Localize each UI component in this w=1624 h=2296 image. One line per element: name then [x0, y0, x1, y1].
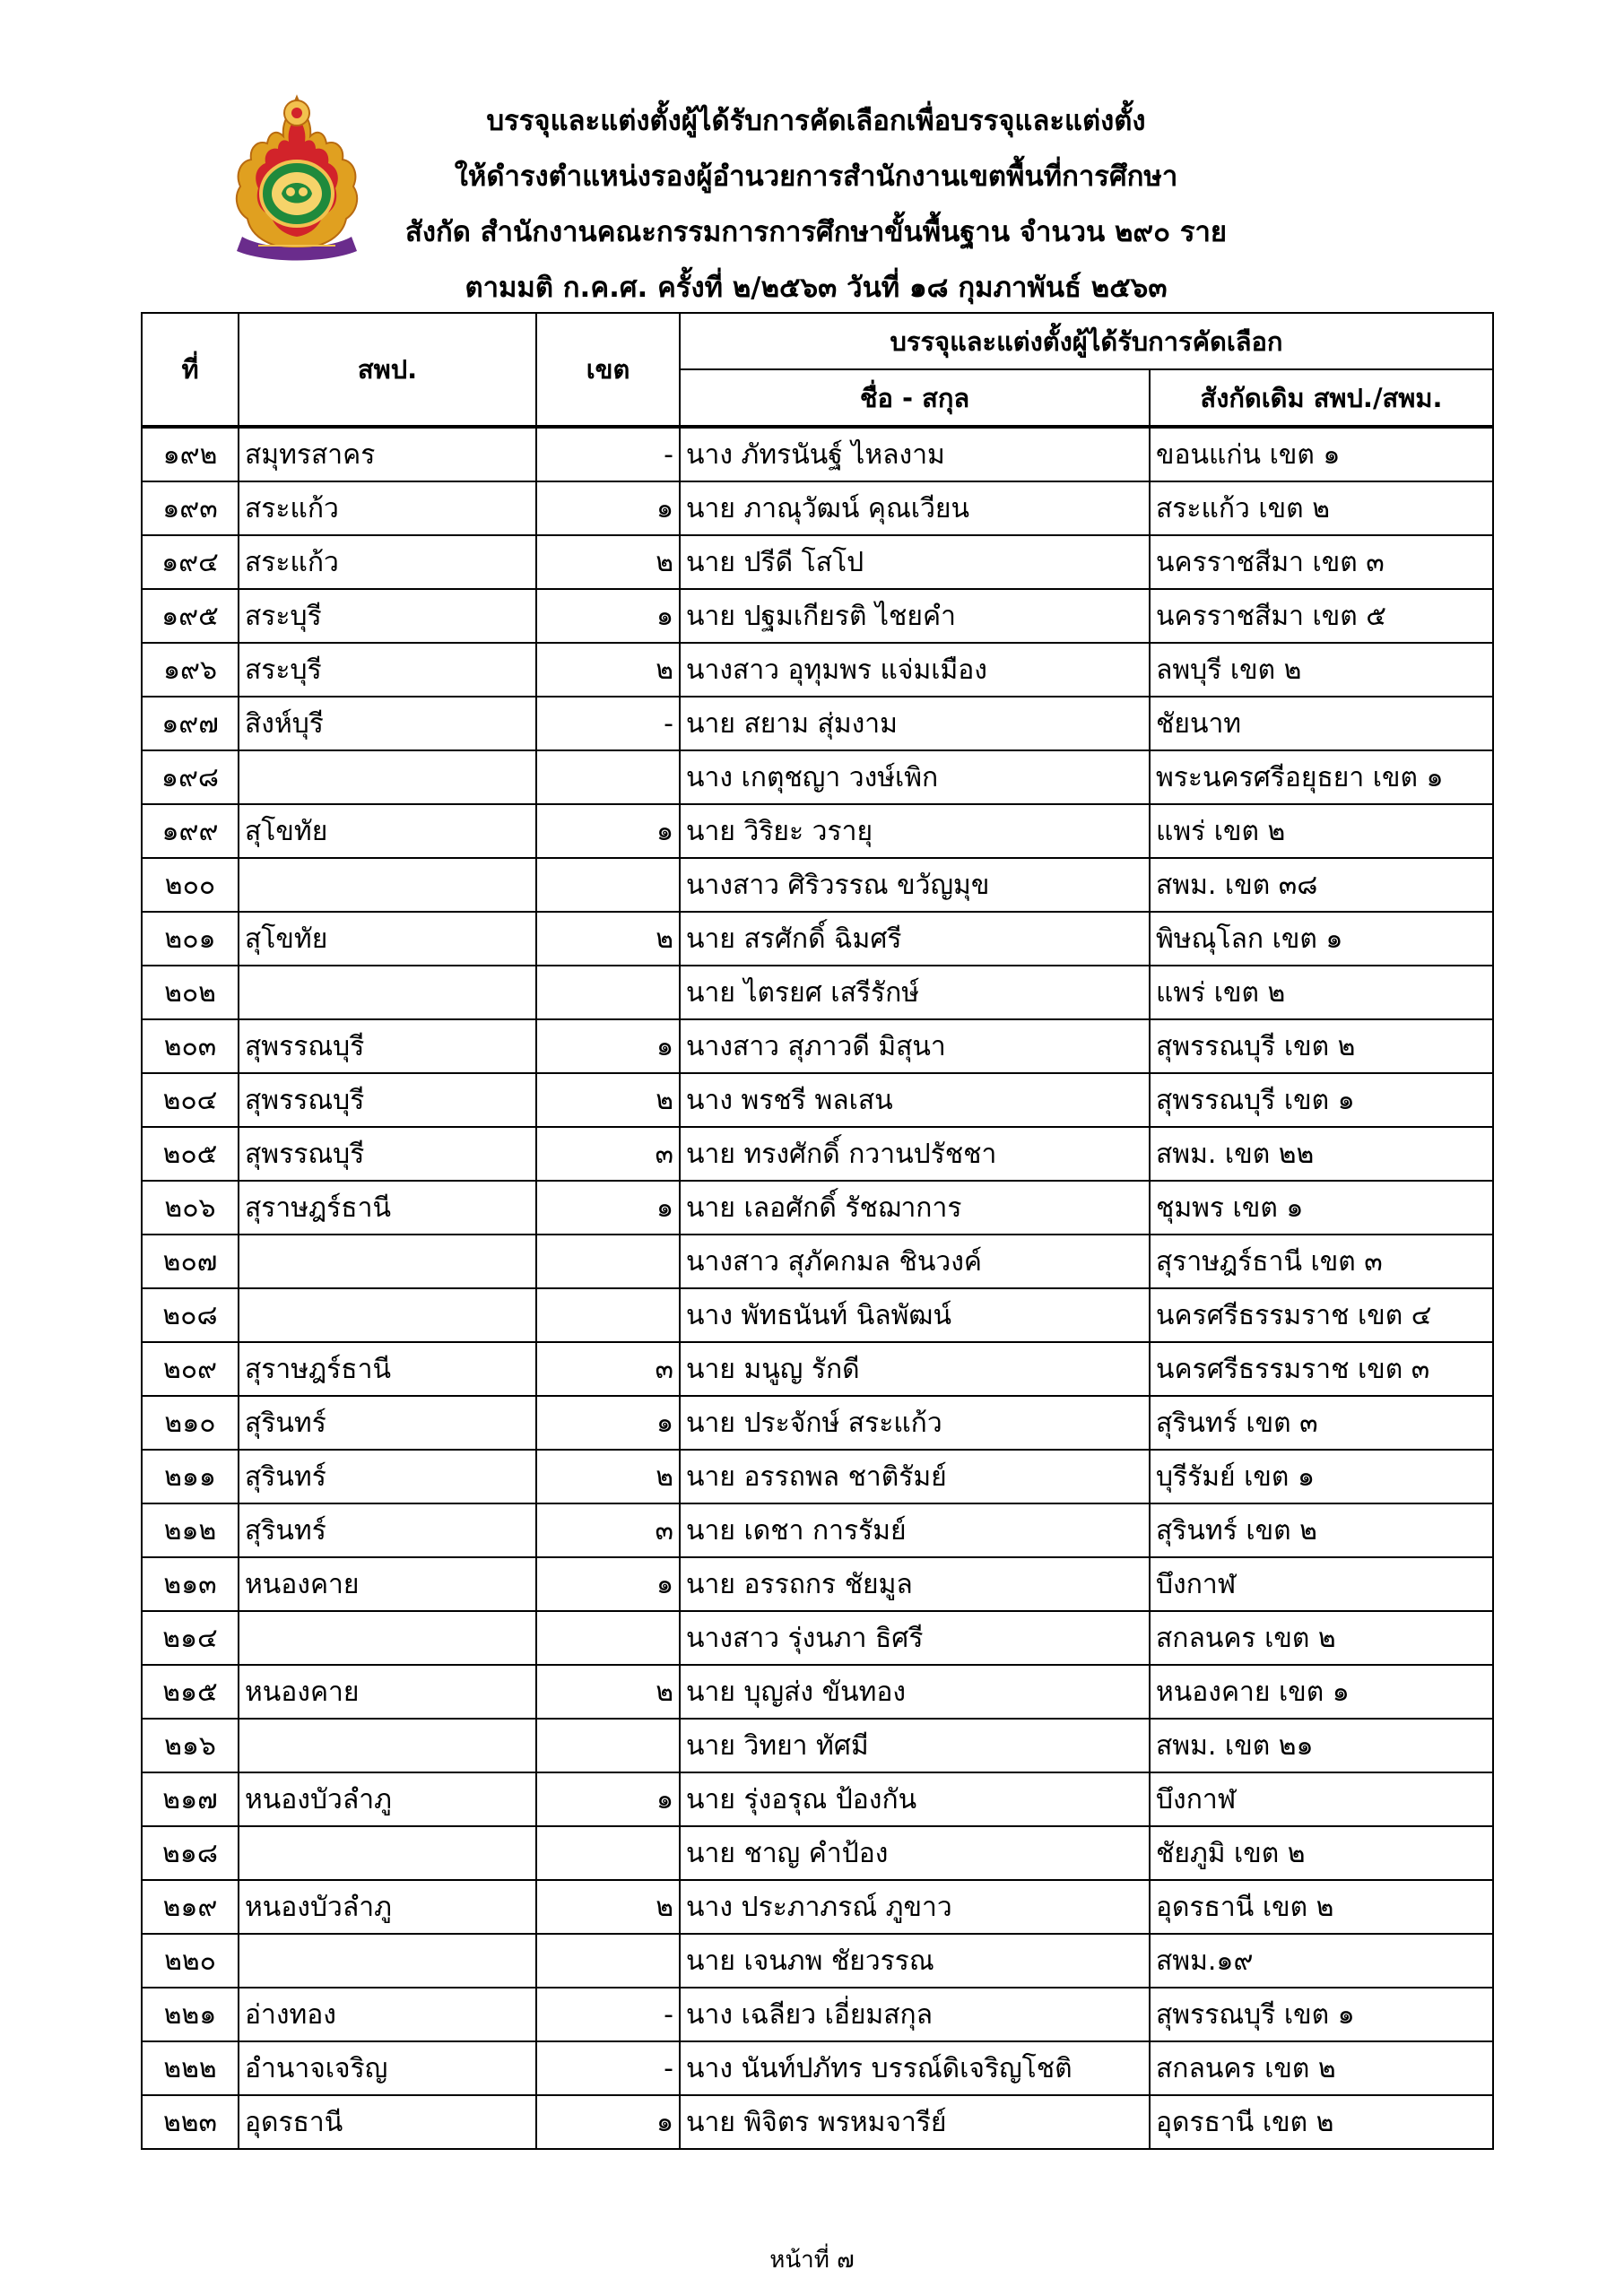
- cell-zone: ๒: [536, 535, 680, 589]
- cell-no: ๒๑๒: [142, 1503, 239, 1557]
- cell-no: ๒๐๓: [142, 1019, 239, 1073]
- col-header-no: ที่: [142, 313, 239, 427]
- cell-area: สระแก้ว: [239, 481, 536, 535]
- cell-name: นาย ชาญ คำป้อง: [680, 1826, 1150, 1880]
- cell-origin: ลพบุรี เขต ๒: [1150, 643, 1493, 697]
- col-header-area: สพป.: [239, 313, 536, 427]
- cell-origin: อุดรธานี เขต ๒: [1150, 1880, 1493, 1934]
- cell-name: นาง ประภาภรณ์ ภูขาว: [680, 1880, 1150, 1934]
- cell-area: [239, 1235, 536, 1288]
- header-line-3: สังกัด สำนักงานคณะกรรมการการศึกษาขั้นพื้นฐาน จำนวน ๒๙๐ ราย: [404, 216, 1228, 248]
- cell-origin: ชุมพร เขต ๑: [1150, 1181, 1493, 1235]
- cell-name: นาย ภาณุวัฒน์ คุณเวียน: [680, 481, 1150, 535]
- cell-area: [239, 1934, 536, 1988]
- cell-no: ๒๑๘: [142, 1826, 239, 1880]
- cell-area: หนองคาย: [239, 1557, 536, 1611]
- cell-name: นาย ทรงศักดิ์ กวานปรัชชา: [680, 1127, 1150, 1181]
- cell-area: หนองบัวลำภู: [239, 1880, 536, 1934]
- cell-no: ๒๑๙: [142, 1880, 239, 1934]
- col-header-group: บรรจุและแต่งตั้งผู้ได้รับการคัดเลือก: [680, 313, 1493, 369]
- cell-name: นางสาว สุภาวดี มิสุนา: [680, 1019, 1150, 1073]
- cell-origin: แพร่ เขต ๒: [1150, 966, 1493, 1019]
- cell-origin: บุรีรัมย์ เขต ๑: [1150, 1450, 1493, 1503]
- cell-zone: [536, 1826, 680, 1880]
- cell-name: นางสาว ศิริวรรณ ขวัญมุข: [680, 858, 1150, 912]
- cell-no: ๑๙๓: [142, 481, 239, 535]
- cell-origin: สุรินทร์ เขต ๒: [1150, 1503, 1493, 1557]
- table-row: [142, 1988, 1493, 2041]
- cell-origin: หนองคาย เขต ๑: [1150, 1665, 1493, 1719]
- table-row: [142, 643, 1493, 697]
- table-row: [142, 1181, 1493, 1235]
- cell-area: สุโขทัย: [239, 804, 536, 858]
- cell-area: [239, 1719, 536, 1772]
- cell-origin: บึงกาฬ: [1150, 1772, 1493, 1826]
- cell-zone: ๑: [536, 2095, 680, 2149]
- cell-origin: สุพรรณบุรี เขต ๑: [1150, 1073, 1493, 1127]
- cell-name: นาย พิจิตร พรหมจารีย์: [680, 2095, 1150, 2149]
- table-row: [142, 1288, 1493, 1342]
- cell-name: นาย วิริยะ วรายุ: [680, 804, 1150, 858]
- obec-emblem: [231, 93, 362, 264]
- cell-area: หนองบัวลำภู: [239, 1772, 536, 1826]
- header-line-4: ตามมติ ก.ค.ศ. ครั้งที่ ๒/๒๕๖๓ วันที่ ๑๘ กุมภาพันธ์ ๒๕๖๓: [465, 272, 1168, 304]
- header-line-2: ให้ดำรงตำแหน่งรองผู้อำนวยการสำนักงานเขตพื้นที่การศึกษา: [454, 160, 1178, 193]
- table-row: [142, 1665, 1493, 1719]
- cell-no: ๒๒๓: [142, 2095, 239, 2149]
- cell-name: นาย เจนภพ ชัยวรรณ: [680, 1934, 1150, 1988]
- cell-name: นาย เดชา การรัมย์: [680, 1503, 1150, 1557]
- cell-zone: [536, 858, 680, 912]
- cell-zone: ๒: [536, 1880, 680, 1934]
- table-row: [142, 1772, 1493, 1826]
- cell-area: [239, 1611, 536, 1665]
- cell-no: ๑๙๙: [142, 804, 239, 858]
- cell-no: ๒๒๑: [142, 1988, 239, 2041]
- table-row: [142, 1880, 1493, 1934]
- cell-area: [239, 1826, 536, 1880]
- table-row: [142, 535, 1493, 589]
- header-line-1: บรรจุและแต่งตั้งผู้ได้รับการคัดเลือกเพื่อบรรจุและแต่งตั้ง: [486, 105, 1146, 137]
- cell-area: สิงห์บุรี: [239, 697, 536, 750]
- cell-zone: ๓: [536, 1503, 680, 1557]
- cell-origin: นครศรีธรรมราช เขต ๔: [1150, 1288, 1493, 1342]
- cell-no: ๒๑๗: [142, 1772, 239, 1826]
- cell-no: ๒๑๑: [142, 1450, 239, 1503]
- cell-area: [239, 750, 536, 804]
- cell-name: นาย ปรีดี โสโป: [680, 535, 1150, 589]
- cell-zone: -: [536, 427, 680, 481]
- cell-origin: นครราชสีมา เขต ๓: [1150, 535, 1493, 589]
- cell-no: ๒๐๘: [142, 1288, 239, 1342]
- cell-no: ๒๐๐: [142, 858, 239, 912]
- cell-name: นางสาว รุ่งนภา ธิศรี: [680, 1611, 1150, 1665]
- cell-area: สุราษฎร์ธานี: [239, 1181, 536, 1235]
- table-row: [142, 750, 1493, 804]
- table-row: [142, 697, 1493, 750]
- table-row: [142, 2095, 1493, 2149]
- cell-zone: -: [536, 2041, 680, 2095]
- cell-name: นาง พัทธนันท์ นิลพัฒน์: [680, 1288, 1150, 1342]
- cell-no: ๑๙๔: [142, 535, 239, 589]
- cell-name: นาง เฉลียว เอี่ยมสกุล: [680, 1988, 1150, 2041]
- cell-name: นาง ภัทรนันฐ์ ไหลงาม: [680, 427, 1150, 481]
- cell-zone: [536, 1719, 680, 1772]
- cell-name: นาย มนูญ รักดี: [680, 1342, 1150, 1396]
- cell-area: สุรินทร์: [239, 1396, 536, 1450]
- cell-no: ๑๙๕: [142, 589, 239, 643]
- table-row: [142, 589, 1493, 643]
- cell-area: สุรินทร์: [239, 1450, 536, 1503]
- cell-zone: ๒: [536, 1665, 680, 1719]
- table-row: [142, 1235, 1493, 1288]
- cell-origin: นครราชสีมา เขต ๕: [1150, 589, 1493, 643]
- table-row: [142, 2041, 1493, 2095]
- cell-name: นาย รุ่งอรุณ ป้องกัน: [680, 1772, 1150, 1826]
- cell-origin: สพม.๑๙: [1150, 1934, 1493, 1988]
- cell-origin: สกลนคร เขต ๒: [1150, 2041, 1493, 2095]
- cell-area: สระแก้ว: [239, 535, 536, 589]
- cell-zone: [536, 1611, 680, 1665]
- cell-no: ๑๙๘: [142, 750, 239, 804]
- table-row: [142, 1073, 1493, 1127]
- cell-no: ๒๒๒: [142, 2041, 239, 2095]
- cell-origin: นครศรีธรรมราช เขต ๓: [1150, 1342, 1493, 1396]
- cell-zone: -: [536, 1988, 680, 2041]
- table-row: [142, 1557, 1493, 1611]
- cell-area: สุพรรณบุรี: [239, 1073, 536, 1127]
- cell-name: นาย ไตรยศ เสรีรักษ์: [680, 966, 1150, 1019]
- table-row: [142, 481, 1493, 535]
- cell-zone: [536, 1235, 680, 1288]
- cell-zone: ๑: [536, 481, 680, 535]
- cell-no: ๒๐๕: [142, 1127, 239, 1181]
- cell-zone: ๑: [536, 804, 680, 858]
- cell-area: [239, 1288, 536, 1342]
- col-header-name: ชื่อ - สกุล: [680, 369, 1150, 427]
- cell-name: นาย วิทยา ทัศมี: [680, 1719, 1150, 1772]
- table-row: [142, 1934, 1493, 1988]
- cell-name: นาย สรศักดิ์ ฉิมศรี: [680, 912, 1150, 966]
- cell-name: นาย ประจักษ์ สระแก้ว: [680, 1396, 1150, 1450]
- cell-no: ๒๐๗: [142, 1235, 239, 1288]
- cell-area: หนองคาย: [239, 1665, 536, 1719]
- cell-area: สุราษฎร์ธานี: [239, 1342, 536, 1396]
- appointment-table: [141, 312, 1494, 2150]
- cell-origin: สุพรรณบุรี เขต ๑: [1150, 1988, 1493, 2041]
- table-row: [142, 1450, 1493, 1503]
- cell-no: ๒๑๕: [142, 1665, 239, 1719]
- cell-zone: ๒: [536, 643, 680, 697]
- cell-no: ๒๒๐: [142, 1934, 239, 1988]
- cell-no: ๑๙๒: [142, 427, 239, 481]
- cell-origin: สุราษฎร์ธานี เขต ๓: [1150, 1235, 1493, 1288]
- table-row: [142, 1342, 1493, 1396]
- cell-origin: พิษณุโลก เขต ๑: [1150, 912, 1493, 966]
- cell-zone: [536, 1288, 680, 1342]
- cell-area: [239, 966, 536, 1019]
- cell-area: [239, 858, 536, 912]
- cell-origin: แพร่ เขต ๒: [1150, 804, 1493, 858]
- cell-area: อุดรธานี: [239, 2095, 536, 2149]
- cell-name: นาย เลอศักดิ์ รัชฌาการ: [680, 1181, 1150, 1235]
- cell-origin: สพม. เขต ๒๑: [1150, 1719, 1493, 1772]
- cell-no: ๒๐๖: [142, 1181, 239, 1235]
- table-row: [142, 427, 1493, 481]
- cell-origin: สระแก้ว เขต ๒: [1150, 481, 1493, 535]
- cell-origin: สุรินทร์ เขต ๓: [1150, 1396, 1493, 1450]
- cell-origin: พระนครศรีอยุธยา เขต ๑: [1150, 750, 1493, 804]
- cell-zone: ๒: [536, 912, 680, 966]
- col-header-origin: สังกัดเดิม สพป./สพม.: [1150, 369, 1493, 427]
- cell-no: ๒๑๔: [142, 1611, 239, 1665]
- cell-no: ๒๑๖: [142, 1719, 239, 1772]
- document-header: [359, 93, 1273, 316]
- cell-no: ๒๐๔: [142, 1073, 239, 1127]
- page-number: หน้าที่ ๗: [769, 2247, 855, 2274]
- cell-area: สุรินทร์: [239, 1503, 536, 1557]
- cell-zone: [536, 750, 680, 804]
- table-row: [142, 966, 1493, 1019]
- cell-zone: ๒: [536, 1450, 680, 1503]
- cell-name: นางสาว สุภัคกมล ชินวงค์: [680, 1235, 1150, 1288]
- cell-no: ๒๐๒: [142, 966, 239, 1019]
- table-row: [142, 858, 1493, 912]
- table-row: [142, 1127, 1493, 1181]
- cell-area: สมุทรสาคร: [239, 427, 536, 481]
- table-row: [142, 1826, 1493, 1880]
- cell-name: นาย อรรถพล ชาติรัมย์: [680, 1450, 1150, 1503]
- cell-no: ๒๑๐: [142, 1396, 239, 1450]
- cell-area: สระบุรี: [239, 589, 536, 643]
- table-row: [142, 1396, 1493, 1450]
- cell-origin: ชัยนาท: [1150, 697, 1493, 750]
- cell-name: นาง พรชรี พลเสน: [680, 1073, 1150, 1127]
- table-row: [142, 804, 1493, 858]
- cell-area: สุพรรณบุรี: [239, 1127, 536, 1181]
- cell-origin: ขอนแก่น เขต ๑: [1150, 427, 1493, 481]
- cell-zone: ๑: [536, 1557, 680, 1611]
- table-row: [142, 912, 1493, 966]
- cell-name: นาย บุญส่ง ขันทอง: [680, 1665, 1150, 1719]
- table-body: [142, 427, 1493, 2149]
- cell-origin: สพม. เขต ๒๒: [1150, 1127, 1493, 1181]
- cell-area: สุพรรณบุรี: [239, 1019, 536, 1073]
- table-row: [142, 1019, 1493, 1073]
- cell-zone: -: [536, 697, 680, 750]
- table-row: [142, 1719, 1493, 1772]
- cell-origin: ชัยภูมิ เขต ๒: [1150, 1826, 1493, 1880]
- cell-zone: ๑: [536, 1772, 680, 1826]
- obec-emblem-icon: [231, 93, 362, 264]
- cell-name: นาย สยาม สุ่มงาม: [680, 697, 1150, 750]
- cell-no: ๑๙๗: [142, 697, 239, 750]
- cell-zone: ๓: [536, 1342, 680, 1396]
- cell-no: ๑๙๖: [142, 643, 239, 697]
- cell-zone: ๑: [536, 1181, 680, 1235]
- cell-area: สุโขทัย: [239, 912, 536, 966]
- cell-origin: สกลนคร เขต ๒: [1150, 1611, 1493, 1665]
- cell-zone: ๑: [536, 1019, 680, 1073]
- cell-origin: อุดรธานี เขต ๒: [1150, 2095, 1493, 2149]
- cell-zone: [536, 1934, 680, 1988]
- table-row: [142, 1611, 1493, 1665]
- cell-name: นางสาว อุทุมพร แจ่มเมือง: [680, 643, 1150, 697]
- cell-area: อ่างทอง: [239, 1988, 536, 2041]
- cell-no: ๒๑๓: [142, 1557, 239, 1611]
- cell-no: ๒๐๑: [142, 912, 239, 966]
- table-row: [142, 1503, 1493, 1557]
- cell-zone: ๑: [536, 1396, 680, 1450]
- cell-name: นาง เกตุชญา วงษ์เพิก: [680, 750, 1150, 804]
- cell-zone: [536, 966, 680, 1019]
- cell-zone: ๑: [536, 589, 680, 643]
- cell-name: นาย ปฐมเกียรติ ไชยคำ: [680, 589, 1150, 643]
- cell-zone: ๒: [536, 1073, 680, 1127]
- col-header-zone: เขต: [536, 313, 680, 427]
- cell-area: สระบุรี: [239, 643, 536, 697]
- cell-no: ๒๐๙: [142, 1342, 239, 1396]
- cell-name: นาย อรรถกร ชัยมูล: [680, 1557, 1150, 1611]
- cell-origin: สุพรรณบุรี เขต ๒: [1150, 1019, 1493, 1073]
- cell-origin: บึงกาฬ: [1150, 1557, 1493, 1611]
- cell-zone: ๓: [536, 1127, 680, 1181]
- cell-area: อำนาจเจริญ: [239, 2041, 536, 2095]
- cell-origin: สพม. เขต ๓๘: [1150, 858, 1493, 912]
- cell-name: นาง นันท์ปภัทร บรรณ์ดิเจริญโชติ: [680, 2041, 1150, 2095]
